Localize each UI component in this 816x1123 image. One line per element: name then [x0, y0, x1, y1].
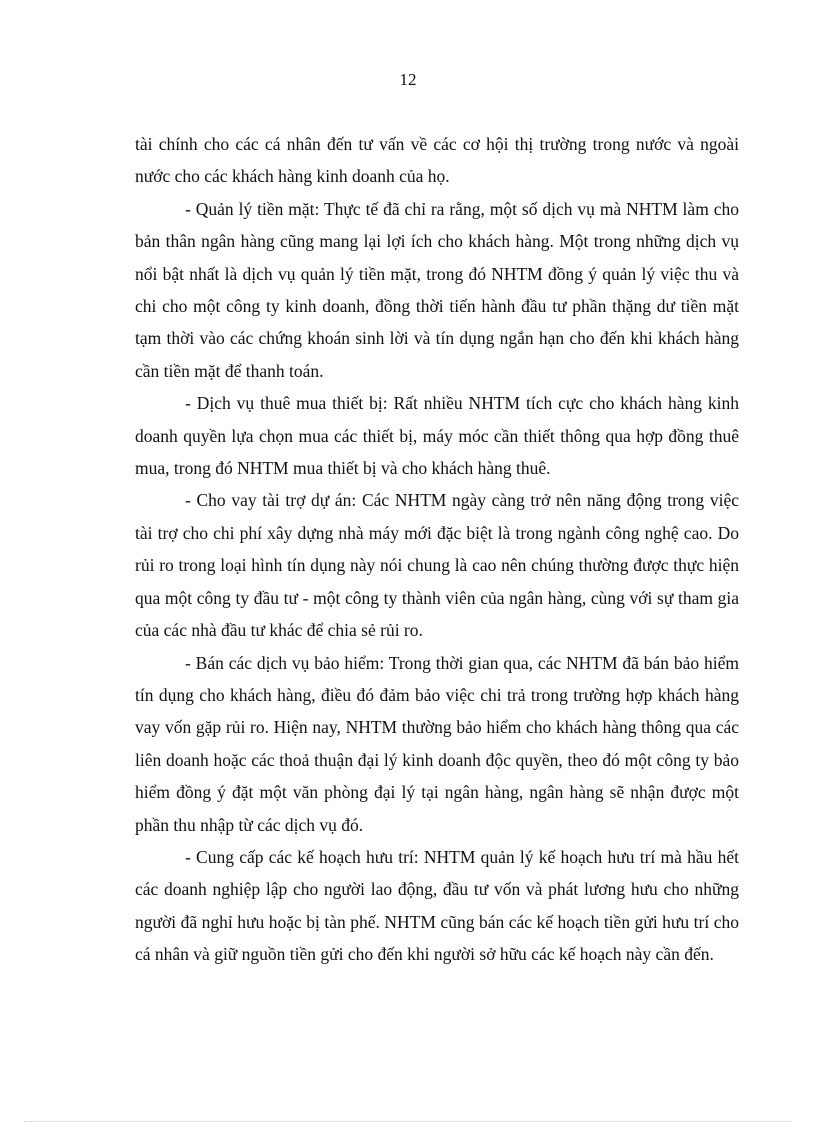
paragraph-insurance-services: - Bán các dịch vụ bảo hiểm: Trong thời gian qua, các NHTM đã bán bảo hiểm tín dụng cho khách hàng, điều đó đảm bảo việc chi trả trong trường hợp khách hàng vay vốn gặp rủi ro. Hiện nay, NHTM thường bảo hiểm cho khách hàng thông qua các liên doanh hoặc các thoả thuận đại lý kinh doanh độc quyền, theo đó một công ty bảo hiểm đồng ý đặt một văn phòng đại lý tại ngân hàng, ngân hàng sẽ nhận được một phần thu nhập từ các dịch vụ đó.	[135, 652, 739, 835]
paragraph-equipment-leasing: - Dịch vụ thuê mua thiết bị: Rất nhiều NHTM tích cực cho khách hàng kinh doanh quyền lựa chọn mua các thiết bị, máy móc cần thiết thông qua hợp đồng thuê mua, trong đó NHTM mua thiết bị và cho khách hàng thuê.	[135, 393, 739, 479]
paragraph-project-finance: - Cho vay tài trợ dự án: Các NHTM ngày càng trở nên năng động trong việc tài trợ cho chi phí xây dựng nhà máy mới đặc biệt là trong ngành công nghệ cao. Do rủi ro trong loại hình tín dụng này nói chung là cao nên chúng thường được thực hiện qua một công ty đầu tư - một công ty thành viên của ngân hàng, cùng với sự tham gia của các nhà đầu tư khác để chia sẻ rủi ro.	[135, 490, 739, 641]
document-body	[135, 128, 739, 971]
paragraph-continuation: tài chính cho các cá nhân đến tư vấn về các cơ hội thị trường trong nước và ngoài nước cho các khách hàng kinh doanh của họ.	[135, 134, 739, 187]
page-number: 12	[399, 70, 417, 89]
paragraph-cash-management: - Quản lý tiền mặt: Thực tế đã chỉ ra rằng, một số dịch vụ mà NHTM làm cho bản thân ngân hàng cũng mang lại lợi ích cho khách hàng. Một trong những dịch vụ nổi bật nhất là dịch vụ quản lý tiền mặt, trong đó NHTM đồng ý quản lý việc thu và chi cho một công ty kinh doanh, đồng thời tiến hành đầu tư phần thặng dư tiền mặt tạm thời vào các chứng khoán sinh lời và tín dụng ngắn hạn cho đến khi khách hàng cần tiền mặt để thanh toán.	[135, 198, 739, 381]
paragraph-retirement-plans: - Cung cấp các kế hoạch hưu trí: NHTM quản lý kế hoạch hưu trí mà hầu hết các doanh nghiệp lập cho người lao động, đầu tư vốn và phát lương hưu cho những người đã nghỉ hưu hoặc bị tàn phế. NHTM cũng bán các kế hoạch tiền gửi hưu trí cho cá nhân và giữ nguồn tiền gửi cho đến khi người sở hữu các kế hoạch này cần đến.	[135, 846, 739, 965]
page-bottom-divider	[24, 1121, 792, 1122]
